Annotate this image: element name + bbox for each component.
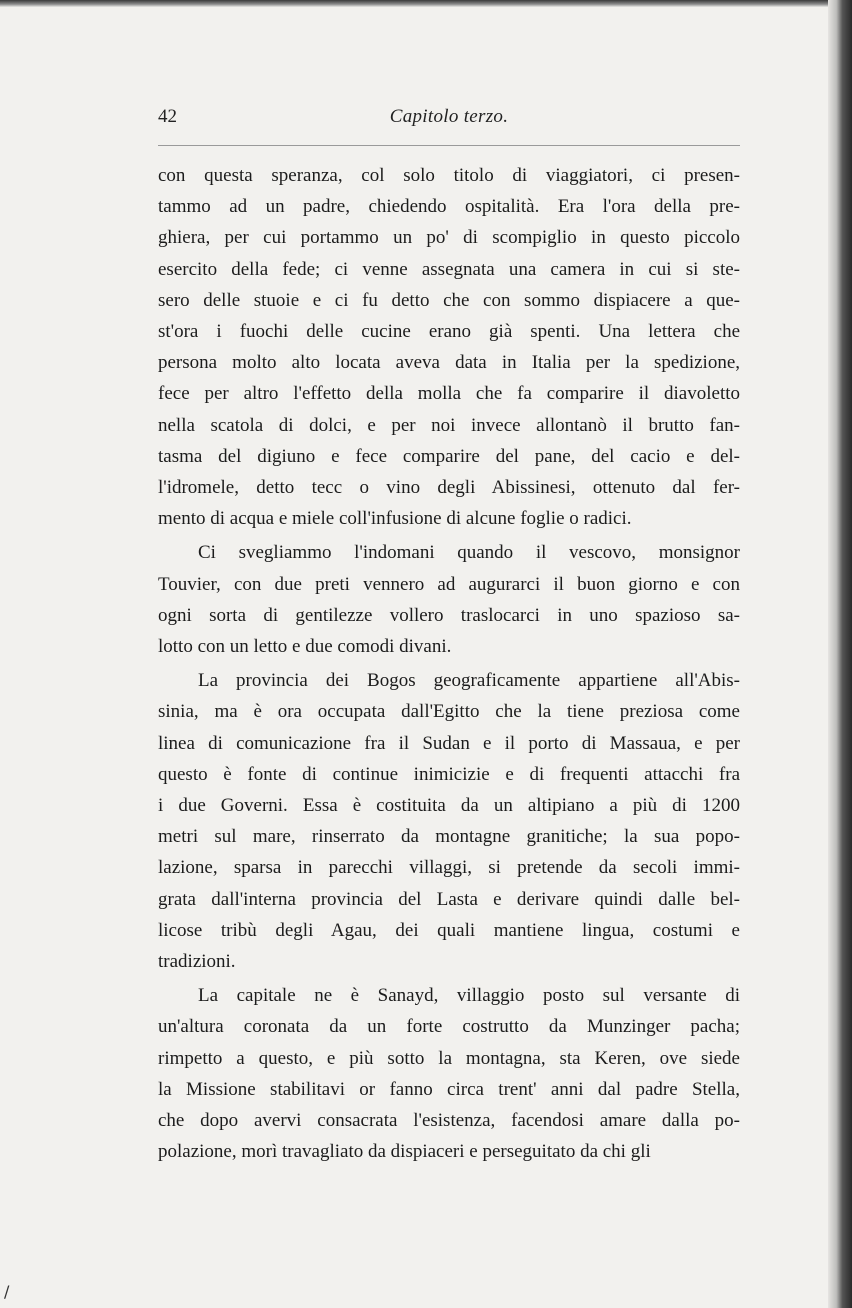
text-line: La provincia dei Bogos geograficamente appartiene all'Abis- <box>198 670 740 692</box>
text-line: st'ora i fuochi delle cucine erano già spenti. Una lettera che <box>158 321 740 343</box>
text-line: sinia, ma è ora occupata dall'Egitto che la tiene preziosa come <box>158 701 740 723</box>
text-line: metri sul mare, rinserrato da montagne granitiche; la sua popo- <box>158 826 740 848</box>
text-line: linea di comunicazione fra il Sudan e il porto di Massaua, e per <box>158 732 740 754</box>
text-line: esercito della fede; ci venne assegnata una camera in cui si ste- <box>158 258 740 280</box>
text-line: la Missione stabilitavi or fanno circa trent' anni dal padre Stella, <box>158 1078 740 1100</box>
text-line: i due Governi. Essa è costituita da un altipiano a più di 1200 <box>158 795 740 817</box>
page-number: 42 <box>158 106 177 127</box>
text-line: ogni sorta di gentilezze vollero traslocarci in uno spazioso sa- <box>158 604 740 626</box>
text-line: tammo ad un padre, chiedendo ospitalità. Era l'ora della pre- <box>158 196 740 218</box>
text-line: Touvier, con due preti vennero ad augurarci il buon giorno e con <box>158 573 740 595</box>
text-line: lotto con un letto e due comodi divani. <box>158 636 452 658</box>
margin-mark: / <box>4 1282 10 1301</box>
text-line: fece per altro l'effetto della molla che fa comparire il diavoletto <box>158 383 740 405</box>
text-line: ghiera, per cui portammo un po' di scompiglio in questo piccolo <box>158 227 740 249</box>
text-line: grata dall'interna provincia del Lasta e derivare quindi dalle bel- <box>158 888 740 910</box>
text-line: La capitale ne è Sanayd, villaggio posto sul versante di <box>198 985 740 1007</box>
text-line: lazione, sparsa in parecchi villaggi, si pretende da secoli immi- <box>158 857 740 879</box>
text-line: mento di acqua e miele coll'infusione di alcune foglie o radici. <box>158 508 632 530</box>
text-line: rimpetto a questo, e più sotto la montagna, sta Keren, ove siede <box>158 1047 740 1069</box>
text-line: l'idromele, detto tecc o vino degli Abissinesi, ottenuto dal fer- <box>158 477 740 499</box>
header-rule <box>158 145 740 146</box>
paragraph <box>158 537 740 662</box>
text-line: licose tribù degli Agau, dei quali mantiene lingua, costumi e <box>158 919 740 941</box>
text-line: questo è fonte di continue inimicizie e di frequenti attacchi fra <box>158 763 740 785</box>
text-line: Ci svegliammo l'indomani quando il vescovo, monsignor <box>198 542 740 564</box>
paragraph <box>158 160 740 534</box>
text-line: nella scatola di dolci, e per noi invece allontanò il brutto fan- <box>158 414 740 436</box>
text-line: un'altura coronata da un forte costrutto da Munzinger pacha; <box>158 1016 740 1038</box>
running-title: Capitolo terzo. <box>389 106 509 127</box>
text-line: con questa speranza, col solo titolo di viaggiatori, ci presen- <box>158 165 740 186</box>
page-binding-edge <box>828 0 852 1308</box>
body-text <box>158 160 740 1168</box>
text-line: sero delle stuoie e ci fu detto che con sommo dispiacere a que- <box>158 289 740 311</box>
text-line: tasma del digiuno e fece comparire del pane, del cacio e del- <box>158 445 740 467</box>
page-top-shadow <box>0 0 852 7</box>
paragraph <box>158 980 740 1167</box>
page-header <box>158 106 740 136</box>
text-line: che dopo avervi consacrata l'esistenza, facendosi amare dalla po- <box>158 1110 740 1132</box>
text-line: tradizioni. <box>158 951 236 973</box>
paragraph <box>158 665 740 977</box>
text-line: polazione, morì travagliato da dispiaceri e perseguitato da chi gli <box>158 1141 651 1163</box>
text-line: persona molto alto locata aveva data in Italia per la spedizione, <box>158 352 740 374</box>
